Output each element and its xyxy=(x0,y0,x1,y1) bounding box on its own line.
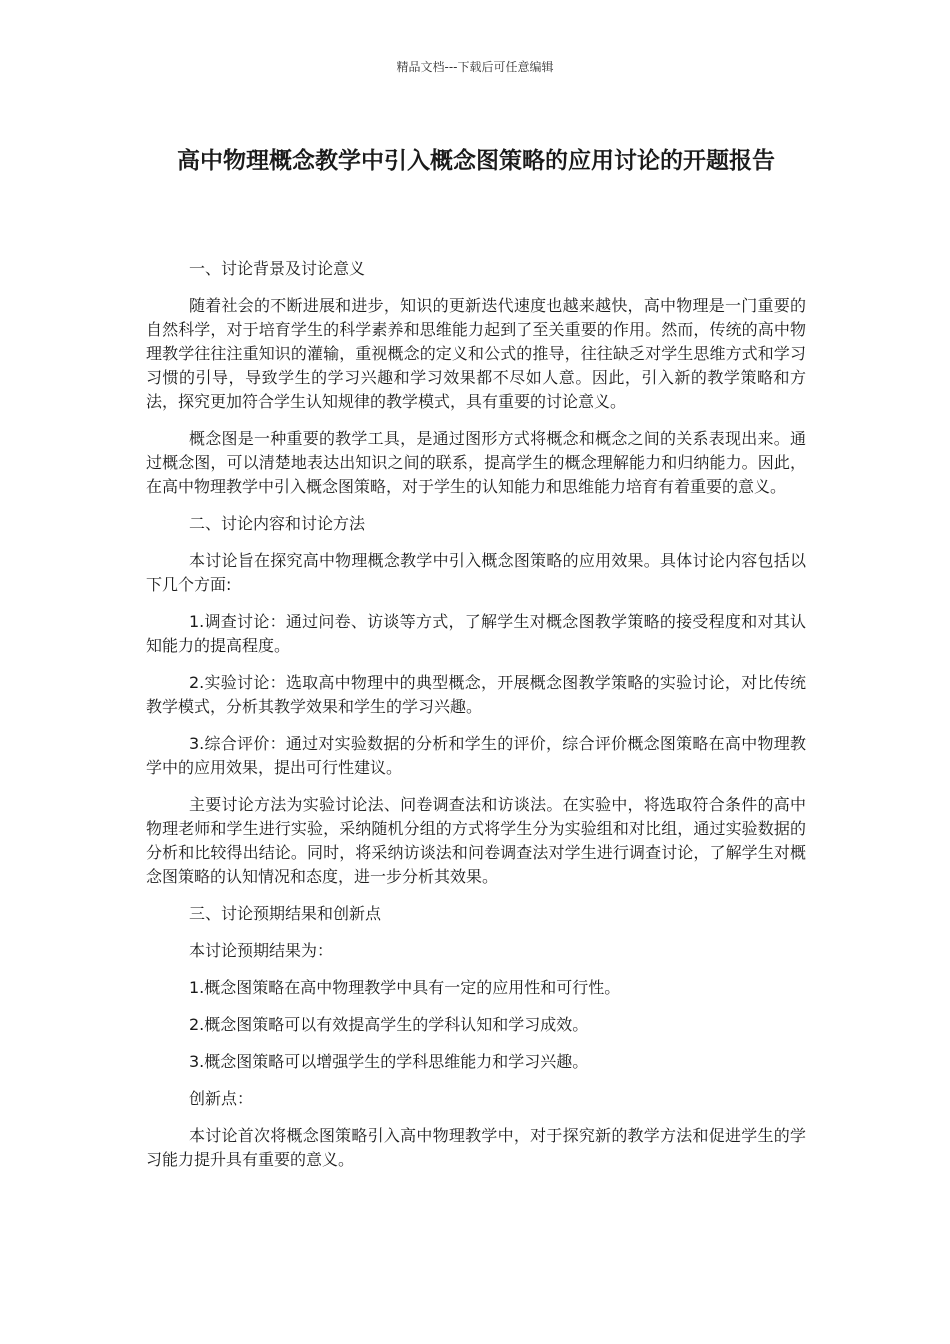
section-heading-content-methods: 二、讨论内容和讨论方法 xyxy=(189,514,366,533)
list-item-result-1: 1.概念图策略在高中物理教学中具有一定的应用性和可行性。 xyxy=(189,978,621,997)
page-header-note: 精品文档---下载后可任意编辑 xyxy=(396,60,554,74)
document-body xyxy=(146,257,806,1185)
list-item-evaluation: 3.综合评价：通过对实验数据的分析和学生的评价，综合评价概念图策略在高中物理教学中的应用效果，提出可行性建议。 xyxy=(146,734,806,777)
paragraph-background-2: 概念图是一种重要的教学工具，是通过图形方式将概念和概念之间的关系表现出来。通过概念图，可以清楚地表达出知识之间的联系，提高学生的概念理解能力和归纳能力。因此，在高中物理教学中引入概念图策略，对于学生的认知能力和思维能力培育有着重要的意义。 xyxy=(146,429,806,496)
list-item-survey: 1.调查讨论：通过问卷、访谈等方式，了解学生对概念图教学策略的接受程度和对其认知能力的提高程度。 xyxy=(146,612,806,655)
section-heading-expected-results: 三、讨论预期结果和创新点 xyxy=(189,904,382,923)
list-item-result-2: 2.概念图策略可以有效提高学生的学科认知和学习成效。 xyxy=(189,1015,589,1034)
list-item-experiment: 2.实验讨论：选取高中物理中的典型概念，开展概念图教学策略的实验讨论，对比传统教学模式，分析其教学效果和学生的学习兴趣。 xyxy=(146,673,806,716)
paragraph-content-intro: 本讨论旨在探究高中物理概念教学中引入概念图策略的应用效果。具体讨论内容包括以下几个方面: xyxy=(146,551,806,594)
paragraph-background-1: 随着社会的不断进展和进步，知识的更新迭代速度也越来越快，高中物理是一门重要的自然科学，对于培育学生的科学素养和思维能力起到了至关重要的作用。然而，传统的高中物理教学往往注重知识的灌输，重视概念的定义和公式的推导，往往缺乏对学生思维方式和学习习惯的引导，导致学生的学习兴趣和学习效果都不尽如人意。因此，引入新的教学策略和方法，探究更加符合学生认知规律的教学模式，具有重要的讨论意义。 xyxy=(146,296,806,411)
paragraph-methods: 主要讨论方法为实验讨论法、问卷调查法和访谈法。在实验中，将选取符合条件的高中物理老师和学生进行实验，采纳随机分组的方式将学生分为实验组和对比组，通过实验数据的分析和比较得出结论。同时，将采纳访谈法和问卷调查法对学生进行调查讨论，了解学生对概念图策略的认知情况和态度，进一步分析其效果。 xyxy=(146,795,806,886)
paragraph-innovation: 本讨论首次将概念图策略引入高中物理教学中，对于探究新的教学方法和促进学生的学习能力提升具有重要的意义。 xyxy=(146,1126,806,1169)
subheading-innovation: 创新点： xyxy=(189,1089,254,1108)
section-heading-background: 一、讨论背景及讨论意义 xyxy=(189,259,366,278)
paragraph-expected-intro: 本讨论预期结果为： xyxy=(189,941,334,960)
list-item-result-3: 3.概念图策略可以增强学生的学科思维能力和学习兴趣。 xyxy=(189,1052,589,1071)
document-title: 高中物理概念教学中引入概念图策略的应用讨论的开题报告 xyxy=(177,148,775,174)
